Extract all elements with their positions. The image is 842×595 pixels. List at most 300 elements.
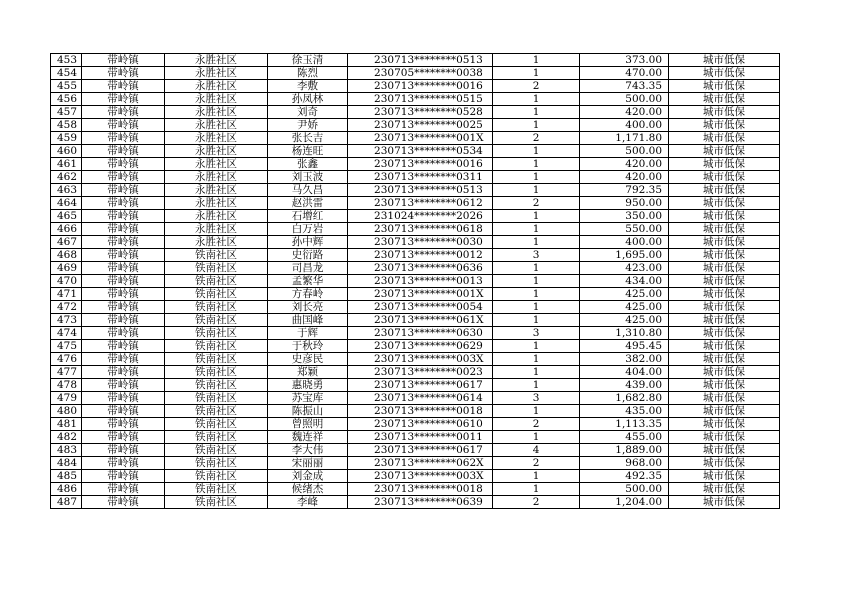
row-number-cell: 470 bbox=[51, 275, 82, 288]
community-cell: 铁南社区 bbox=[165, 314, 268, 327]
town-cell: 带岭镇 bbox=[82, 145, 165, 158]
table-row bbox=[51, 80, 780, 93]
town-cell: 带岭镇 bbox=[82, 106, 165, 119]
community-cell: 永胜社区 bbox=[165, 197, 268, 210]
amount-cell: 400.00 bbox=[580, 119, 669, 132]
assistance-type-cell: 城市低保 bbox=[669, 184, 780, 197]
table-row bbox=[51, 210, 780, 223]
assistance-type-cell: 城市低保 bbox=[669, 197, 780, 210]
id-number-cell: 230713********0025 bbox=[348, 119, 493, 132]
amount-cell: 1,113.35 bbox=[580, 418, 669, 431]
town-cell: 带岭镇 bbox=[82, 314, 165, 327]
town-cell: 带岭镇 bbox=[82, 301, 165, 314]
table-row bbox=[51, 496, 780, 509]
id-number-cell: 231024********2026 bbox=[348, 210, 493, 223]
id-number-cell: 230713********0528 bbox=[348, 106, 493, 119]
id-number-cell: 230713********0018 bbox=[348, 405, 493, 418]
name-cell: 曲国峰 bbox=[268, 314, 348, 327]
household-count-cell: 1 bbox=[493, 158, 580, 171]
name-cell: 陈振山 bbox=[268, 405, 348, 418]
community-cell: 铁南社区 bbox=[165, 327, 268, 340]
id-number-cell: 230713********0639 bbox=[348, 496, 493, 509]
community-cell: 永胜社区 bbox=[165, 184, 268, 197]
community-cell: 铁南社区 bbox=[165, 444, 268, 457]
name-cell: 张鑫 bbox=[268, 158, 348, 171]
assistance-type-cell: 城市低保 bbox=[669, 470, 780, 483]
community-cell: 铁南社区 bbox=[165, 418, 268, 431]
row-number-cell: 456 bbox=[51, 93, 82, 106]
amount-cell: 382.00 bbox=[580, 353, 669, 366]
table-row bbox=[51, 379, 780, 392]
community-cell: 永胜社区 bbox=[165, 54, 268, 67]
name-cell: 马久昌 bbox=[268, 184, 348, 197]
household-count-cell: 2 bbox=[493, 418, 580, 431]
table-row bbox=[51, 158, 780, 171]
town-cell: 带岭镇 bbox=[82, 418, 165, 431]
row-number-cell: 475 bbox=[51, 340, 82, 353]
id-number-cell: 230713********0054 bbox=[348, 301, 493, 314]
name-cell: 宋丽丽 bbox=[268, 457, 348, 470]
name-cell: 郑颖 bbox=[268, 366, 348, 379]
row-number-cell: 469 bbox=[51, 262, 82, 275]
id-number-cell: 230713********0016 bbox=[348, 158, 493, 171]
household-count-cell: 2 bbox=[493, 132, 580, 145]
row-number-cell: 459 bbox=[51, 132, 82, 145]
assistance-type-cell: 城市低保 bbox=[669, 327, 780, 340]
amount-cell: 420.00 bbox=[580, 171, 669, 184]
community-cell: 铁南社区 bbox=[165, 353, 268, 366]
community-cell: 铁南社区 bbox=[165, 301, 268, 314]
id-number-cell: 230713********0013 bbox=[348, 275, 493, 288]
assistance-type-cell: 城市低保 bbox=[669, 366, 780, 379]
household-count-cell: 1 bbox=[493, 470, 580, 483]
assistance-type-cell: 城市低保 bbox=[669, 483, 780, 496]
table-row bbox=[51, 93, 780, 106]
table-row bbox=[51, 457, 780, 470]
assistance-type-cell: 城市低保 bbox=[669, 496, 780, 509]
town-cell: 带岭镇 bbox=[82, 223, 165, 236]
household-count-cell: 1 bbox=[493, 54, 580, 67]
id-number-cell: 230713********0515 bbox=[348, 93, 493, 106]
id-number-cell: 230713********0610 bbox=[348, 418, 493, 431]
town-cell: 带岭镇 bbox=[82, 236, 165, 249]
community-cell: 永胜社区 bbox=[165, 210, 268, 223]
assistance-type-cell: 城市低保 bbox=[669, 80, 780, 93]
assistance-type-cell: 城市低保 bbox=[669, 67, 780, 80]
assistance-type-cell: 城市低保 bbox=[669, 158, 780, 171]
town-cell: 带岭镇 bbox=[82, 249, 165, 262]
household-count-cell: 1 bbox=[493, 171, 580, 184]
row-number-cell: 483 bbox=[51, 444, 82, 457]
amount-cell: 404.00 bbox=[580, 366, 669, 379]
amount-cell: 425.00 bbox=[580, 314, 669, 327]
row-number-cell: 478 bbox=[51, 379, 82, 392]
household-count-cell: 1 bbox=[493, 288, 580, 301]
community-cell: 永胜社区 bbox=[165, 145, 268, 158]
table-row bbox=[51, 223, 780, 236]
id-number-cell: 230713********0030 bbox=[348, 236, 493, 249]
table-row bbox=[51, 106, 780, 119]
assistance-type-cell: 城市低保 bbox=[669, 288, 780, 301]
assistance-type-cell: 城市低保 bbox=[669, 106, 780, 119]
community-cell: 永胜社区 bbox=[165, 158, 268, 171]
assistance-type-cell: 城市低保 bbox=[669, 223, 780, 236]
welfare-recipient-table bbox=[50, 53, 780, 509]
household-count-cell: 1 bbox=[493, 405, 580, 418]
community-cell: 铁南社区 bbox=[165, 496, 268, 509]
assistance-type-cell: 城市低保 bbox=[669, 275, 780, 288]
town-cell: 带岭镇 bbox=[82, 184, 165, 197]
amount-cell: 950.00 bbox=[580, 197, 669, 210]
row-number-cell: 485 bbox=[51, 470, 82, 483]
id-number-cell: 230713********003X bbox=[348, 470, 493, 483]
name-cell: 刘玉波 bbox=[268, 171, 348, 184]
town-cell: 带岭镇 bbox=[82, 353, 165, 366]
name-cell: 白万岩 bbox=[268, 223, 348, 236]
amount-cell: 423.00 bbox=[580, 262, 669, 275]
name-cell: 李敷 bbox=[268, 80, 348, 93]
row-number-cell: 477 bbox=[51, 366, 82, 379]
name-cell: 孟繁华 bbox=[268, 275, 348, 288]
community-cell: 永胜社区 bbox=[165, 67, 268, 80]
assistance-type-cell: 城市低保 bbox=[669, 93, 780, 106]
id-number-cell: 230713********0630 bbox=[348, 327, 493, 340]
amount-cell: 550.00 bbox=[580, 223, 669, 236]
town-cell: 带岭镇 bbox=[82, 470, 165, 483]
name-cell: 于秋玲 bbox=[268, 340, 348, 353]
id-number-cell: 230713********0012 bbox=[348, 249, 493, 262]
name-cell: 杨连旺 bbox=[268, 145, 348, 158]
id-number-cell: 230705********0038 bbox=[348, 67, 493, 80]
name-cell: 陈烈 bbox=[268, 67, 348, 80]
name-cell: 刘奇 bbox=[268, 106, 348, 119]
amount-cell: 1,310.80 bbox=[580, 327, 669, 340]
row-number-cell: 479 bbox=[51, 392, 82, 405]
table-row bbox=[51, 275, 780, 288]
name-cell: 赵洪雷 bbox=[268, 197, 348, 210]
name-cell: 史彦民 bbox=[268, 353, 348, 366]
assistance-type-cell: 城市低保 bbox=[669, 301, 780, 314]
id-number-cell: 230713********0617 bbox=[348, 444, 493, 457]
assistance-type-cell: 城市低保 bbox=[669, 457, 780, 470]
row-number-cell: 463 bbox=[51, 184, 82, 197]
household-count-cell: 1 bbox=[493, 353, 580, 366]
community-cell: 铁南社区 bbox=[165, 275, 268, 288]
amount-cell: 743.35 bbox=[580, 80, 669, 93]
amount-cell: 1,171.80 bbox=[580, 132, 669, 145]
table-row bbox=[51, 392, 780, 405]
amount-cell: 435.00 bbox=[580, 405, 669, 418]
amount-cell: 968.00 bbox=[580, 457, 669, 470]
amount-cell: 400.00 bbox=[580, 236, 669, 249]
household-count-cell: 4 bbox=[493, 444, 580, 457]
name-cell: 于辉 bbox=[268, 327, 348, 340]
town-cell: 带岭镇 bbox=[82, 444, 165, 457]
amount-cell: 350.00 bbox=[580, 210, 669, 223]
town-cell: 带岭镇 bbox=[82, 275, 165, 288]
name-cell: 尹娇 bbox=[268, 119, 348, 132]
town-cell: 带岭镇 bbox=[82, 197, 165, 210]
community-cell: 铁南社区 bbox=[165, 457, 268, 470]
town-cell: 带岭镇 bbox=[82, 93, 165, 106]
amount-cell: 420.00 bbox=[580, 106, 669, 119]
row-number-cell: 455 bbox=[51, 80, 82, 93]
row-number-cell: 458 bbox=[51, 119, 82, 132]
id-number-cell: 230713********0629 bbox=[348, 340, 493, 353]
name-cell: 方春岭 bbox=[268, 288, 348, 301]
town-cell: 带岭镇 bbox=[82, 431, 165, 444]
id-number-cell: 230713********003X bbox=[348, 353, 493, 366]
household-count-cell: 1 bbox=[493, 223, 580, 236]
community-cell: 永胜社区 bbox=[165, 223, 268, 236]
row-number-cell: 466 bbox=[51, 223, 82, 236]
household-count-cell: 1 bbox=[493, 67, 580, 80]
row-number-cell: 471 bbox=[51, 288, 82, 301]
id-number-cell: 230713********061X bbox=[348, 314, 493, 327]
amount-cell: 1,682.80 bbox=[580, 392, 669, 405]
name-cell: 刘长亮 bbox=[268, 301, 348, 314]
amount-cell: 470.00 bbox=[580, 67, 669, 80]
row-number-cell: 460 bbox=[51, 145, 82, 158]
id-number-cell: 230713********0636 bbox=[348, 262, 493, 275]
community-cell: 铁南社区 bbox=[165, 340, 268, 353]
town-cell: 带岭镇 bbox=[82, 54, 165, 67]
table-row bbox=[51, 67, 780, 80]
name-cell: 李峰 bbox=[268, 496, 348, 509]
id-number-cell: 230713********0617 bbox=[348, 379, 493, 392]
table-row bbox=[51, 145, 780, 158]
table-row bbox=[51, 197, 780, 210]
amount-cell: 792.35 bbox=[580, 184, 669, 197]
household-count-cell: 3 bbox=[493, 249, 580, 262]
town-cell: 带岭镇 bbox=[82, 379, 165, 392]
household-count-cell: 1 bbox=[493, 366, 580, 379]
name-cell: 魏连祥 bbox=[268, 431, 348, 444]
row-number-cell: 484 bbox=[51, 457, 82, 470]
row-number-cell: 461 bbox=[51, 158, 82, 171]
household-count-cell: 1 bbox=[493, 340, 580, 353]
town-cell: 带岭镇 bbox=[82, 392, 165, 405]
assistance-type-cell: 城市低保 bbox=[669, 132, 780, 145]
town-cell: 带岭镇 bbox=[82, 67, 165, 80]
amount-cell: 455.00 bbox=[580, 431, 669, 444]
community-cell: 铁南社区 bbox=[165, 262, 268, 275]
table-row bbox=[51, 483, 780, 496]
name-cell: 刘金成 bbox=[268, 470, 348, 483]
household-count-cell: 1 bbox=[493, 379, 580, 392]
amount-cell: 500.00 bbox=[580, 145, 669, 158]
name-cell: 惠晓勇 bbox=[268, 379, 348, 392]
town-cell: 带岭镇 bbox=[82, 132, 165, 145]
table-row bbox=[51, 288, 780, 301]
id-number-cell: 230713********0018 bbox=[348, 483, 493, 496]
id-number-cell: 230713********0513 bbox=[348, 54, 493, 67]
row-number-cell: 476 bbox=[51, 353, 82, 366]
amount-cell: 500.00 bbox=[580, 483, 669, 496]
household-count-cell: 1 bbox=[493, 275, 580, 288]
row-number-cell: 468 bbox=[51, 249, 82, 262]
assistance-type-cell: 城市低保 bbox=[669, 54, 780, 67]
household-count-cell: 1 bbox=[493, 184, 580, 197]
community-cell: 铁南社区 bbox=[165, 288, 268, 301]
id-number-cell: 230713********0614 bbox=[348, 392, 493, 405]
row-number-cell: 467 bbox=[51, 236, 82, 249]
table-row bbox=[51, 249, 780, 262]
row-number-cell: 464 bbox=[51, 197, 82, 210]
town-cell: 带岭镇 bbox=[82, 262, 165, 275]
name-cell: 张长吉 bbox=[268, 132, 348, 145]
household-count-cell: 2 bbox=[493, 496, 580, 509]
table-row bbox=[51, 418, 780, 431]
community-cell: 铁南社区 bbox=[165, 379, 268, 392]
row-number-cell: 465 bbox=[51, 210, 82, 223]
assistance-type-cell: 城市低保 bbox=[669, 262, 780, 275]
assistance-type-cell: 城市低保 bbox=[669, 236, 780, 249]
town-cell: 带岭镇 bbox=[82, 158, 165, 171]
row-number-cell: 487 bbox=[51, 496, 82, 509]
table-row bbox=[51, 301, 780, 314]
table-row bbox=[51, 171, 780, 184]
town-cell: 带岭镇 bbox=[82, 171, 165, 184]
community-cell: 永胜社区 bbox=[165, 119, 268, 132]
household-count-cell: 1 bbox=[493, 106, 580, 119]
community-cell: 永胜社区 bbox=[165, 171, 268, 184]
amount-cell: 425.00 bbox=[580, 301, 669, 314]
amount-cell: 492.35 bbox=[580, 470, 669, 483]
assistance-type-cell: 城市低保 bbox=[669, 431, 780, 444]
town-cell: 带岭镇 bbox=[82, 483, 165, 496]
row-number-cell: 482 bbox=[51, 431, 82, 444]
town-cell: 带岭镇 bbox=[82, 327, 165, 340]
name-cell: 石增红 bbox=[268, 210, 348, 223]
id-number-cell: 230713********0612 bbox=[348, 197, 493, 210]
assistance-type-cell: 城市低保 bbox=[669, 210, 780, 223]
town-cell: 带岭镇 bbox=[82, 340, 165, 353]
household-count-cell: 1 bbox=[493, 210, 580, 223]
row-number-cell: 457 bbox=[51, 106, 82, 119]
id-number-cell: 230713********001X bbox=[348, 132, 493, 145]
assistance-type-cell: 城市低保 bbox=[669, 405, 780, 418]
table-row bbox=[51, 314, 780, 327]
table-row bbox=[51, 431, 780, 444]
row-number-cell: 453 bbox=[51, 54, 82, 67]
town-cell: 带岭镇 bbox=[82, 80, 165, 93]
id-number-cell: 230713********001X bbox=[348, 288, 493, 301]
row-number-cell: 474 bbox=[51, 327, 82, 340]
name-cell: 徐玉清 bbox=[268, 54, 348, 67]
household-count-cell: 1 bbox=[493, 236, 580, 249]
table-row bbox=[51, 470, 780, 483]
assistance-type-cell: 城市低保 bbox=[669, 340, 780, 353]
amount-cell: 495.45 bbox=[580, 340, 669, 353]
assistance-type-cell: 城市低保 bbox=[669, 444, 780, 457]
id-number-cell: 230713********0618 bbox=[348, 223, 493, 236]
name-cell: 曾照明 bbox=[268, 418, 348, 431]
table-row bbox=[51, 353, 780, 366]
community-cell: 铁南社区 bbox=[165, 366, 268, 379]
assistance-type-cell: 城市低保 bbox=[669, 314, 780, 327]
table-row bbox=[51, 340, 780, 353]
household-count-cell: 2 bbox=[493, 80, 580, 93]
amount-cell: 1,204.00 bbox=[580, 496, 669, 509]
assistance-type-cell: 城市低保 bbox=[669, 171, 780, 184]
table-row bbox=[51, 262, 780, 275]
community-cell: 铁南社区 bbox=[165, 483, 268, 496]
community-cell: 永胜社区 bbox=[165, 236, 268, 249]
amount-cell: 1,889.00 bbox=[580, 444, 669, 457]
assistance-type-cell: 城市低保 bbox=[669, 418, 780, 431]
table-row bbox=[51, 327, 780, 340]
household-count-cell: 1 bbox=[493, 262, 580, 275]
table-row bbox=[51, 119, 780, 132]
community-cell: 永胜社区 bbox=[165, 132, 268, 145]
id-number-cell: 230713********0016 bbox=[348, 80, 493, 93]
household-count-cell: 1 bbox=[493, 301, 580, 314]
household-count-cell: 1 bbox=[493, 93, 580, 106]
town-cell: 带岭镇 bbox=[82, 366, 165, 379]
household-count-cell: 1 bbox=[493, 314, 580, 327]
assistance-type-cell: 城市低保 bbox=[669, 392, 780, 405]
amount-cell: 439.00 bbox=[580, 379, 669, 392]
assistance-type-cell: 城市低保 bbox=[669, 249, 780, 262]
row-number-cell: 454 bbox=[51, 67, 82, 80]
name-cell: 李大伟 bbox=[268, 444, 348, 457]
name-cell: 候绪杰 bbox=[268, 483, 348, 496]
row-number-cell: 480 bbox=[51, 405, 82, 418]
community-cell: 铁南社区 bbox=[165, 392, 268, 405]
household-count-cell: 1 bbox=[493, 145, 580, 158]
assistance-type-cell: 城市低保 bbox=[669, 353, 780, 366]
amount-cell: 500.00 bbox=[580, 93, 669, 106]
row-number-cell: 462 bbox=[51, 171, 82, 184]
name-cell: 孙中辉 bbox=[268, 236, 348, 249]
community-cell: 永胜社区 bbox=[165, 106, 268, 119]
amount-cell: 425.00 bbox=[580, 288, 669, 301]
id-number-cell: 230713********0513 bbox=[348, 184, 493, 197]
id-number-cell: 230713********062X bbox=[348, 457, 493, 470]
id-number-cell: 230713********0011 bbox=[348, 431, 493, 444]
amount-cell: 420.00 bbox=[580, 158, 669, 171]
name-cell: 苏宝库 bbox=[268, 392, 348, 405]
table-row bbox=[51, 184, 780, 197]
id-number-cell: 230713********0534 bbox=[348, 145, 493, 158]
town-cell: 带岭镇 bbox=[82, 288, 165, 301]
community-cell: 铁南社区 bbox=[165, 470, 268, 483]
name-cell: 司昌龙 bbox=[268, 262, 348, 275]
town-cell: 带岭镇 bbox=[82, 496, 165, 509]
table-row bbox=[51, 236, 780, 249]
household-count-cell: 3 bbox=[493, 327, 580, 340]
assistance-type-cell: 城市低保 bbox=[669, 379, 780, 392]
household-count-cell: 3 bbox=[493, 392, 580, 405]
id-number-cell: 230713********0311 bbox=[348, 171, 493, 184]
row-number-cell: 473 bbox=[51, 314, 82, 327]
community-cell: 铁南社区 bbox=[165, 405, 268, 418]
household-count-cell: 1 bbox=[493, 431, 580, 444]
row-number-cell: 486 bbox=[51, 483, 82, 496]
household-count-cell: 2 bbox=[493, 457, 580, 470]
amount-cell: 1,695.00 bbox=[580, 249, 669, 262]
table-row bbox=[51, 54, 780, 67]
household-count-cell: 1 bbox=[493, 483, 580, 496]
assistance-type-cell: 城市低保 bbox=[669, 119, 780, 132]
amount-cell: 434.00 bbox=[580, 275, 669, 288]
table-row bbox=[51, 444, 780, 457]
household-count-cell: 1 bbox=[493, 119, 580, 132]
amount-cell: 373.00 bbox=[580, 54, 669, 67]
name-cell: 孙凤林 bbox=[268, 93, 348, 106]
name-cell: 史衍路 bbox=[268, 249, 348, 262]
